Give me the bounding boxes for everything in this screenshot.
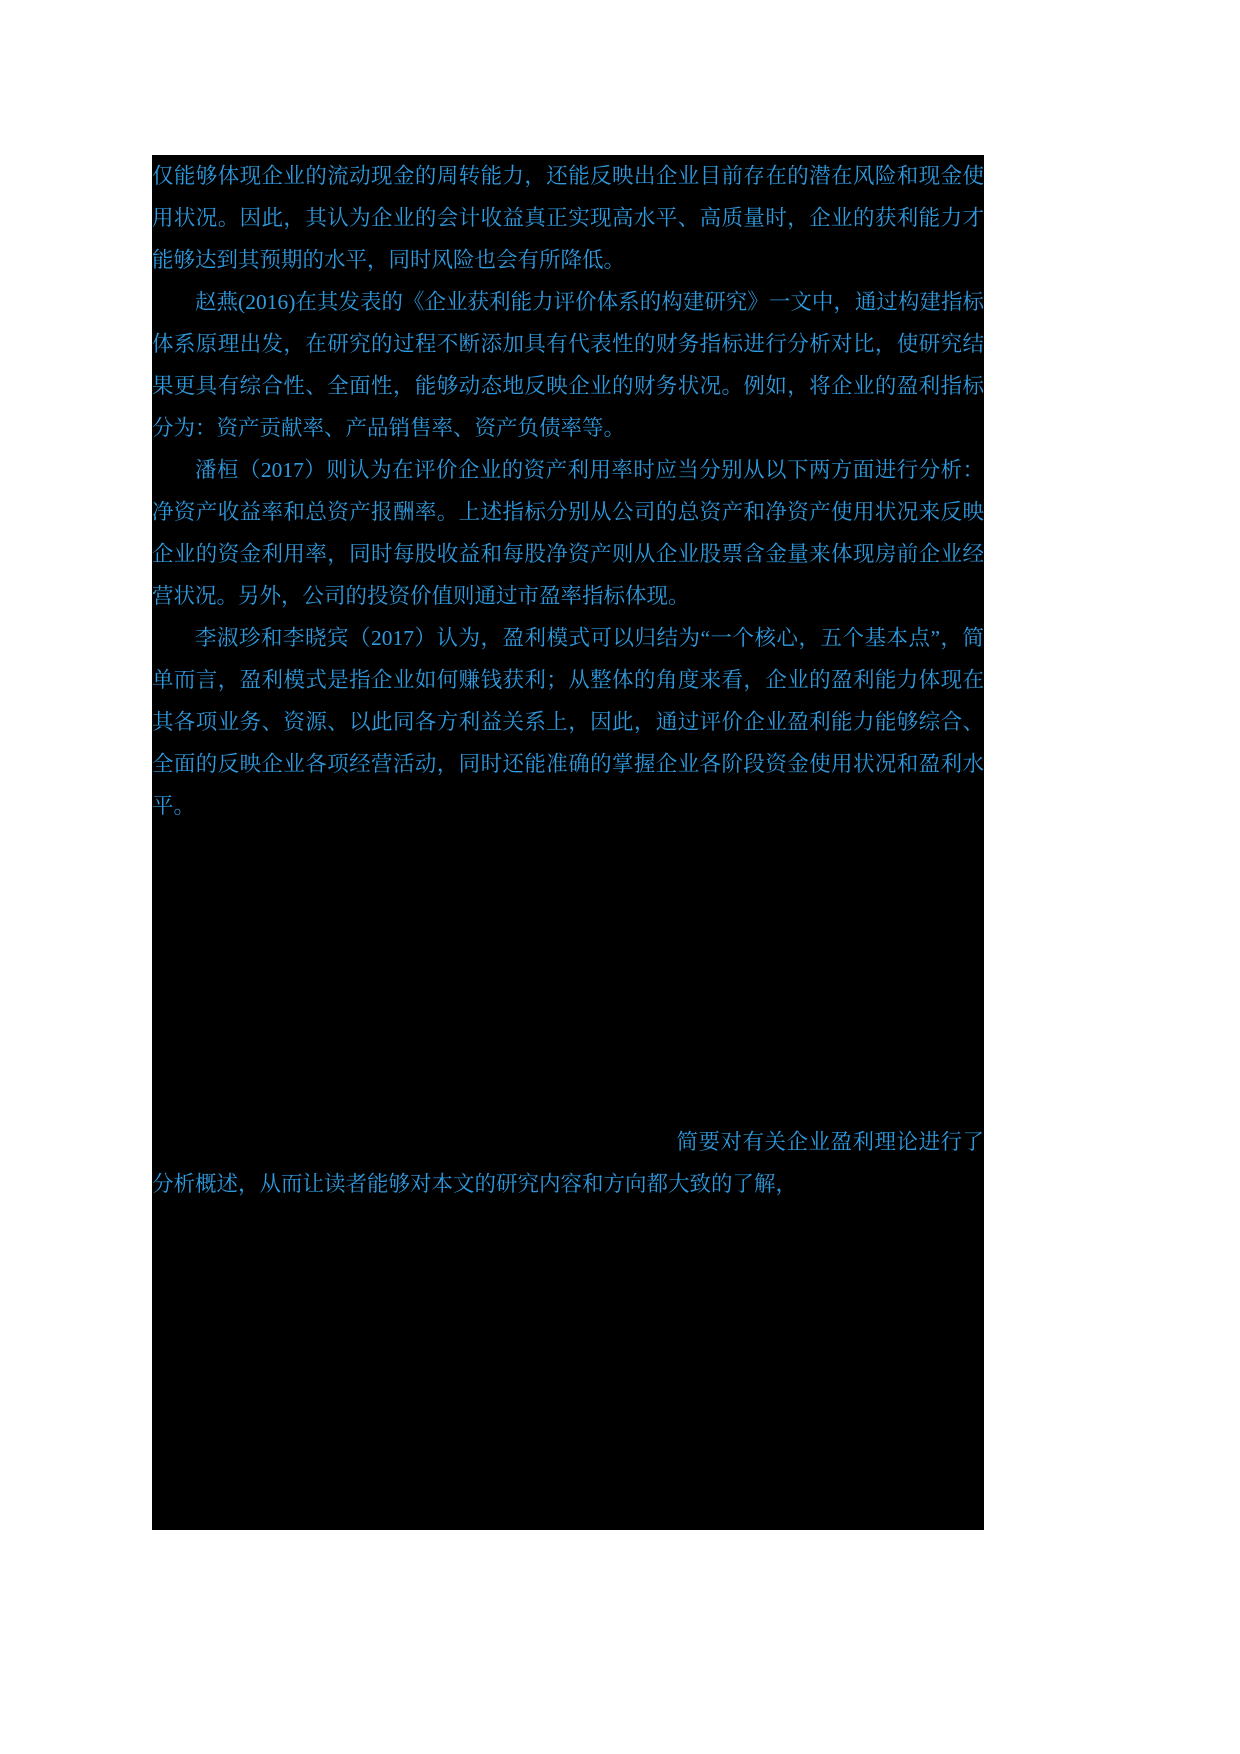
- paragraph-3: 潘桓（2017）则认为在评价企业的资产利用率时应当分别从以下两方面进行分析：净资产收益率和总资产报酬率。上述指标分别从公司的总资产和净资产使用状况来反映企业的资金利用率，同时每股收益和每股净资产则从企业股票含金量来体现房前企业经营状况。另外，公司的投资价值则通过市盈率指标体现。: [152, 458, 984, 608]
- paragraph-4: 李淑珍和李晓宾（2017）认为，盈利模式可以归结为“一个核心，五个基本点”，简单而言，盈利模式是指企业如何赚钱获利；从整体的角度来看，企业的盈利能力体现在其各项业务、资源、以此同各方利益关系上，因此，通过评价企业盈利能力能够综合、全面的反映企业各项经营活动，同时还能准确的掌握企业各阶段资金使用状况和盈利水平。: [152, 626, 984, 818]
- paragraph-5: [152, 1121, 984, 1205]
- paragraph-5-text: 简要对有关企业盈利理论进行了分析概述，从而让读者能够对本文的研究内容和方向都大致的了解，: [152, 1130, 984, 1196]
- document-text-column: [152, 155, 984, 1205]
- blank-region: [152, 827, 984, 1121]
- paragraph-2: 赵燕(2016)在其发表的《企业获利能力评价体系的构建研究》一文中，通过构建指标体系原理出发，在研究的过程不断添加具有代表性的财务指标进行分析对比，使研究结果更具有综合性、全面性，能够动态地反映企业的财务状况。例如，将企业的盈利指标分为：资产贡献率、产品销售率、资产负债率等。: [152, 290, 984, 440]
- selection-highlight-bottom: [152, 1148, 984, 1530]
- paragraph-1: 仅能够体现企业的流动现金的周转能力，还能反映出企业目前存在的潜在风险和现金使用状况。因此，其认为企业的会计收益真正实现高水平、高质量时，企业的获利能力才能够达到其预期的水平，同时风险也会有所降低。: [152, 164, 984, 272]
